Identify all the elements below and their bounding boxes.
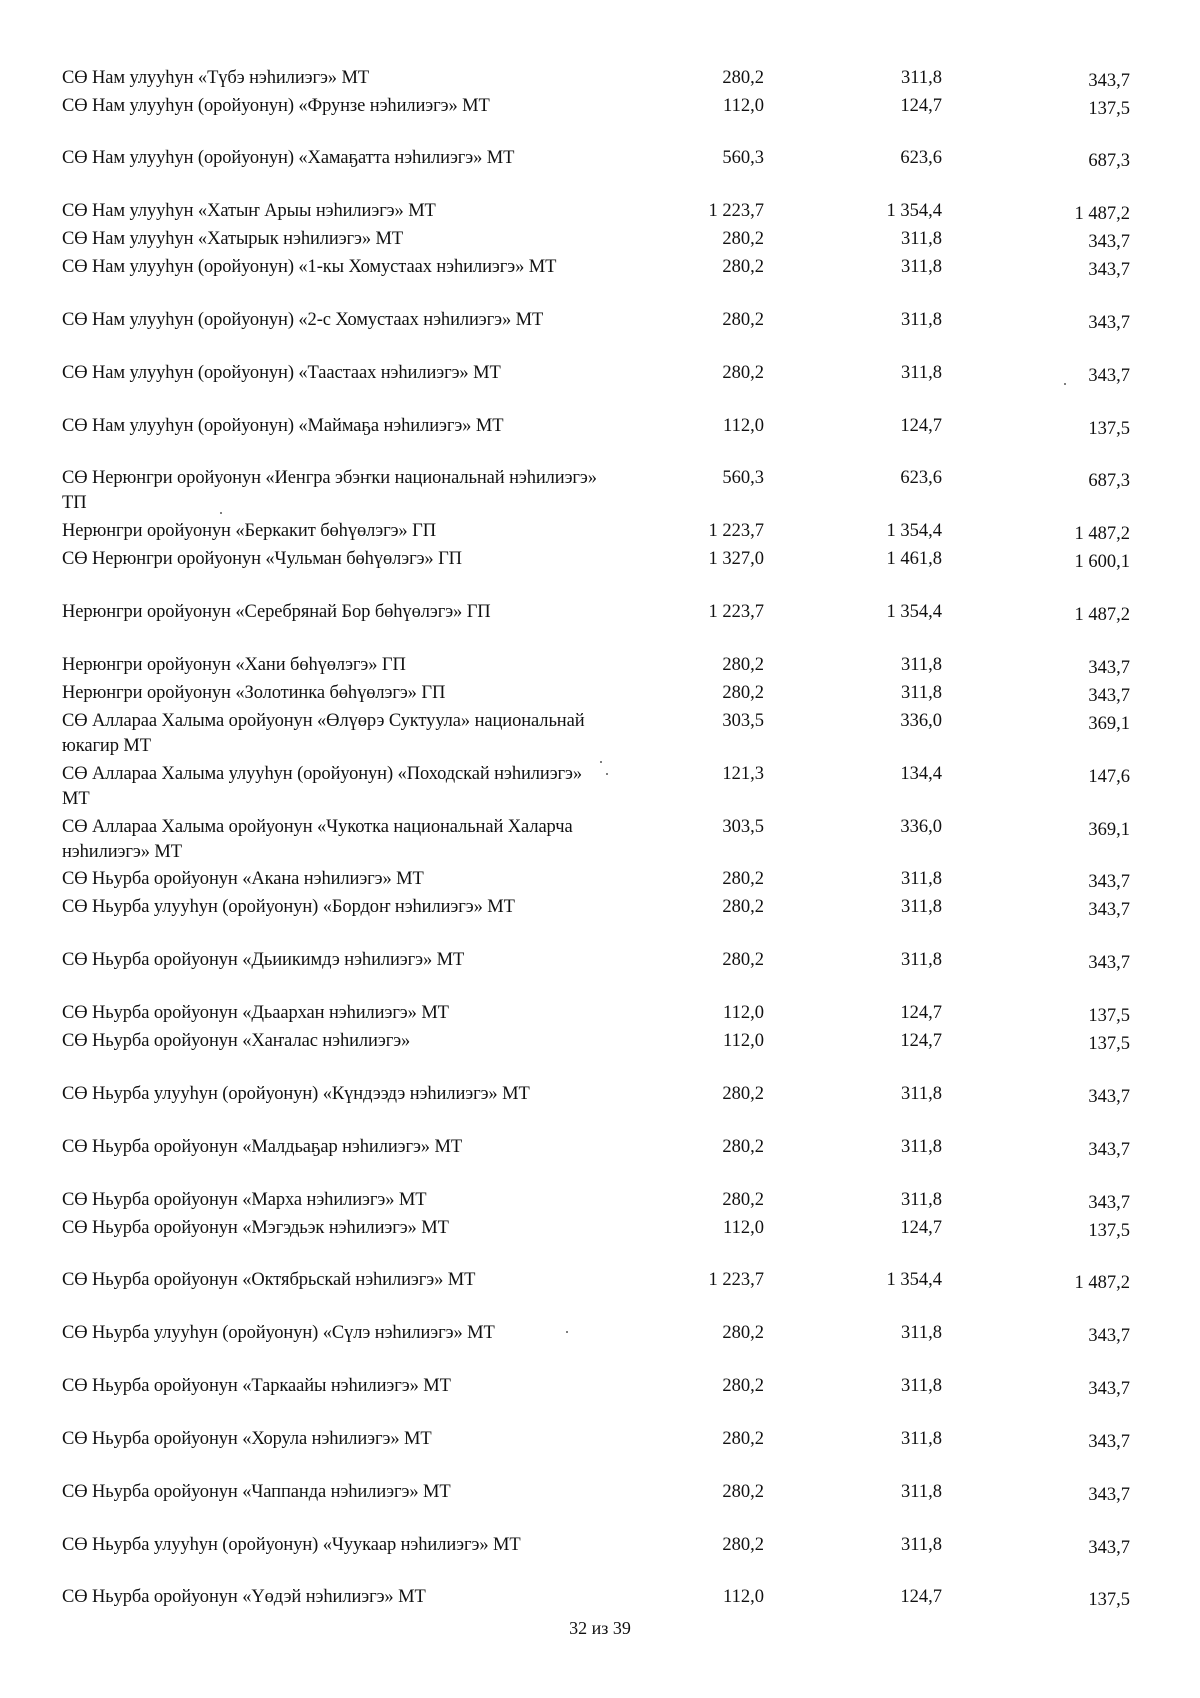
settlement-name: СӨ Аллараа Халыма оройуонун «Өлүөрэ Суктуула» национальнай юкагир МТ	[62, 711, 585, 756]
value-year-3-text: 137,5	[1088, 99, 1130, 119]
settlement-name: СӨ Ньурба улууһун (оройуонун) «Сүлэ нэһилиэгэ» МТ	[62, 1323, 495, 1343]
value-year-3-text: 343,7	[1088, 1193, 1130, 1213]
value-year-3	[1000, 1533, 1130, 1558]
settlement-name: СӨ Ньурба оройуонун «Акана нэһилиэгэ» МТ	[62, 869, 424, 889]
value-year-3-text: 343,7	[1088, 1538, 1130, 1558]
value-year-2: 311,8	[901, 1190, 942, 1210]
scan-speck	[606, 773, 608, 775]
value-year-2: 311,8	[901, 68, 942, 88]
value-year-2: 1 461,8	[886, 549, 942, 569]
value-year-3	[1000, 1585, 1130, 1610]
value-year-3	[1000, 1029, 1130, 1054]
value-year-3	[1000, 255, 1130, 280]
value-year-2: 124,7	[900, 1587, 942, 1607]
value-year-1: 280,2	[722, 655, 764, 675]
value-year-2: 311,8	[901, 683, 942, 703]
value-year-1: 280,2	[722, 1482, 764, 1502]
settlement-name: СӨ Ньурба оройуонун «Мэгэдьэк нэһилиэгэ» МТ	[62, 1218, 449, 1238]
value-year-3	[1000, 146, 1130, 171]
value-year-1: 280,2	[722, 310, 764, 330]
settlement-name: СӨ Ньурба улууһун (оройуонун) «Күндээдэ нэһилиэгэ» МТ	[62, 1084, 530, 1104]
value-year-3	[1000, 653, 1130, 678]
settlement-name: СӨ Ньурба оройуонун «Чаппанда нэһилиэгэ» МТ	[62, 1482, 451, 1502]
value-year-3-text: 343,7	[1088, 1326, 1130, 1346]
value-year-3-text: 1 487,2	[1074, 1273, 1130, 1293]
value-year-1: 280,2	[722, 229, 764, 249]
scan-speck	[600, 761, 602, 763]
value-year-2: 311,8	[901, 310, 942, 330]
settlement-name: СӨ Нам улууһун «Хатыҥ Арыы нэһилиэгэ» МТ	[62, 201, 436, 221]
value-year-2: 311,8	[901, 1429, 942, 1449]
settlement-name: СӨ Нам улууһун «Хатырык нэһилиэгэ» МТ	[62, 229, 404, 249]
value-year-3-text: 343,7	[1088, 313, 1130, 333]
settlement-name: Нерюнгри оройуонун «Серебрянай Бор бөһүөлэгэ» ГП	[62, 602, 491, 622]
value-year-3	[1000, 466, 1130, 491]
value-year-1: 280,2	[722, 1137, 764, 1157]
value-year-2: 1 354,4	[886, 201, 942, 221]
settlement-name: СӨ Нам улууһун (оройуонун) «Хамаҕатта нэһилиэгэ» МТ	[62, 148, 515, 168]
value-year-1: 280,2	[722, 1190, 764, 1210]
value-year-3	[1000, 227, 1130, 252]
settlement-name: СӨ Ньурба оройуонун «Таркаайы нэһилиэгэ» МТ	[62, 1376, 451, 1396]
value-year-3	[1000, 1427, 1130, 1452]
value-year-1: 280,2	[722, 257, 764, 277]
value-year-1: 112,0	[723, 1003, 764, 1023]
settlement-name: СӨ Ньурба оройуонун «Дьаархан нэһилиэгэ» МТ	[62, 1003, 449, 1023]
value-year-2: 124,7	[900, 1031, 942, 1051]
settlement-name: СӨ Ньурба оройуонун «Хорула нэһилиэгэ» МТ	[62, 1429, 432, 1449]
value-year-3	[1000, 1082, 1130, 1107]
settlement-name: СӨ Нерюнгри оройуонун «Чульман бөһүөлэгэ» ГП	[62, 549, 462, 569]
value-year-1: 112,0	[723, 1218, 764, 1238]
value-year-1: 280,2	[722, 950, 764, 970]
settlement-name: СӨ Ньурба оройуонун «Марха нэһилиэгэ» МТ	[62, 1190, 427, 1210]
value-year-1: 1 223,7	[708, 602, 764, 622]
value-year-3	[1000, 308, 1130, 333]
value-year-1: 280,2	[722, 683, 764, 703]
value-year-3-text: 343,7	[1088, 953, 1130, 973]
value-year-2: 124,7	[900, 1218, 942, 1238]
settlement-name: СӨ Ньурба оройуонун «Хаҥалас нэһилиэгэ»	[62, 1031, 411, 1051]
value-year-1: 560,3	[722, 148, 764, 168]
value-year-2: 311,8	[901, 1376, 942, 1396]
value-year-3	[1000, 1268, 1130, 1293]
value-year-2: 311,8	[901, 869, 942, 889]
value-year-3-text: 1 487,2	[1074, 524, 1130, 544]
value-year-3-text: 147,6	[1088, 767, 1130, 787]
value-year-3	[1000, 414, 1130, 439]
value-year-3	[1000, 600, 1130, 625]
settlement-name: СӨ Нам улууһун (оройуонун) «1-кы Хомустаах нэһилиэгэ» МТ	[62, 257, 557, 277]
value-year-3	[1000, 199, 1130, 224]
value-year-1: 112,0	[723, 416, 764, 436]
value-year-2: 124,7	[900, 1003, 942, 1023]
value-year-3	[1000, 1188, 1130, 1213]
settlement-name: СӨ Ньурба оройуонун «Октябрьскай нэһилиэгэ» МТ	[62, 1270, 476, 1290]
settlement-name: СӨ Ньурба оройуонун «Үөдэй нэһилиэгэ» МТ	[62, 1587, 426, 1607]
value-year-3-text: 343,7	[1088, 686, 1130, 706]
value-year-3-text: 137,5	[1088, 1034, 1130, 1054]
value-year-2: 311,8	[901, 1084, 942, 1104]
value-year-3	[1000, 815, 1130, 840]
value-year-2: 311,8	[901, 1482, 942, 1502]
value-year-3-text: 343,7	[1088, 900, 1130, 920]
value-year-2: 1 354,4	[886, 602, 942, 622]
value-year-3	[1000, 948, 1130, 973]
value-year-3	[1000, 547, 1130, 572]
value-year-1: 280,2	[722, 1429, 764, 1449]
value-year-3-text: 137,5	[1088, 419, 1130, 439]
settlement-name: СӨ Нерюнгри оройуонун «Иенгра эбэҥки национальнай нэһилиэгэ» ТП	[62, 468, 597, 513]
value-year-2: 124,7	[900, 96, 942, 116]
value-year-3-text: 137,5	[1088, 1590, 1130, 1610]
value-year-3-text: 687,3	[1088, 471, 1130, 491]
value-year-3	[1000, 1480, 1130, 1505]
value-year-2: 311,8	[901, 897, 942, 917]
value-year-3-text: 369,1	[1088, 820, 1130, 840]
value-year-3-text: 1 487,2	[1074, 204, 1130, 224]
value-year-1: 112,0	[723, 96, 764, 116]
settlement-name: СӨ Ньурба улууһун (оройуонун) «Бордоҥ нэһилиэгэ» МТ	[62, 897, 515, 917]
value-year-1: 280,2	[722, 869, 764, 889]
value-year-3	[1000, 94, 1130, 119]
value-year-1: 1 223,7	[708, 1270, 764, 1290]
value-year-1: 280,2	[722, 1535, 764, 1555]
value-year-1: 303,5	[722, 817, 764, 837]
value-year-3	[1000, 519, 1130, 544]
value-year-2: 1 354,4	[886, 521, 942, 541]
page-number: 32 из 39	[569, 1618, 631, 1638]
settlement-name: Нерюнгри оройуонун «Золотинка бөһүөлэгэ» ГП	[62, 683, 446, 703]
value-year-3-text: 343,7	[1088, 1379, 1130, 1399]
settlement-name: СӨ Ньурба улууһун (оройуонун) «Чуукаар нэһилиэгэ» МТ	[62, 1535, 521, 1555]
value-year-2: 311,8	[901, 1137, 942, 1157]
value-year-3	[1000, 1135, 1130, 1160]
value-year-3-text: 343,7	[1088, 366, 1130, 386]
value-year-2: 623,6	[900, 468, 942, 488]
settlement-name: СӨ Нам улууһун (оройуонун) «Фрунзе нэһилиэгэ» МТ	[62, 96, 490, 116]
scan-speck	[566, 1331, 568, 1333]
value-year-2: 134,4	[900, 764, 942, 784]
settlement-name: Нерюнгри оройуонун «Беркакит бөһүөлэгэ» ГП	[62, 521, 436, 541]
scan-speck	[1064, 383, 1066, 385]
value-year-2: 623,6	[900, 148, 942, 168]
value-year-3	[1000, 1321, 1130, 1346]
value-year-3	[1000, 66, 1130, 91]
value-year-3	[1000, 709, 1130, 734]
value-year-2: 336,0	[900, 817, 942, 837]
value-year-2: 311,8	[901, 229, 942, 249]
value-year-1: 1 327,0	[708, 549, 764, 569]
value-year-2: 311,8	[901, 950, 942, 970]
value-year-3-text: 343,7	[1088, 1485, 1130, 1505]
value-year-2: 1 354,4	[886, 1270, 942, 1290]
value-year-2: 311,8	[901, 655, 942, 675]
value-year-2: 311,8	[901, 1535, 942, 1555]
value-year-1: 560,3	[722, 468, 764, 488]
value-year-3	[1000, 1216, 1130, 1241]
settlement-name: СӨ Аллараа Халыма оройуонун «Чукотка национальнай Халарча нэһилиэгэ» МТ	[62, 817, 573, 862]
value-year-1: 280,2	[722, 1323, 764, 1343]
value-year-3-text: 343,7	[1088, 232, 1130, 252]
value-year-3-text: 343,7	[1088, 1140, 1130, 1160]
value-year-3	[1000, 762, 1130, 787]
value-year-1: 303,5	[722, 711, 764, 731]
value-year-1: 280,2	[722, 1376, 764, 1396]
value-year-3	[1000, 895, 1130, 920]
value-year-1: 280,2	[722, 897, 764, 917]
value-year-3	[1000, 1001, 1130, 1026]
value-year-3-text: 137,5	[1088, 1221, 1130, 1241]
value-year-3	[1000, 1374, 1130, 1399]
settlement-name: СӨ Аллараа Халыма улууһун (оройуонун) «Походскай нэһилиэгэ» МТ	[62, 764, 583, 809]
value-year-1: 280,2	[722, 68, 764, 88]
value-year-3-text: 687,3	[1088, 151, 1130, 171]
value-year-3-text: 343,7	[1088, 872, 1130, 892]
value-year-3-text: 343,7	[1088, 1432, 1130, 1452]
value-year-2: 311,8	[901, 363, 942, 383]
settlement-name: СӨ Нам улууһун (оройуонун) «Таастаах нэһилиэгэ» МТ	[62, 363, 501, 383]
settlement-name: СӨ Нам улууһун «Түбэ нэһилиэгэ» МТ	[62, 68, 370, 88]
value-year-1: 280,2	[722, 1084, 764, 1104]
settlement-name: СӨ Нам улууһун (оройуонун) «2-с Хомустаах нэһилиэгэ» МТ	[62, 310, 544, 330]
value-year-1: 112,0	[723, 1031, 764, 1051]
value-year-3-text: 343,7	[1088, 1087, 1130, 1107]
value-year-3-text: 137,5	[1088, 1006, 1130, 1026]
value-year-1: 112,0	[723, 1587, 764, 1607]
value-year-3-text: 1 487,2	[1074, 605, 1130, 625]
value-year-3	[1000, 867, 1130, 892]
value-year-1: 1 223,7	[708, 201, 764, 221]
value-year-3-text: 343,7	[1088, 260, 1130, 280]
settlement-name: СӨ Ньурба оройуонун «Дьиикимдэ нэһилиэгэ» МТ	[62, 950, 465, 970]
scan-speck	[220, 512, 222, 514]
value-year-1: 1 223,7	[708, 521, 764, 541]
settlement-name: Нерюнгри оройуонун «Хани бөһүөлэгэ» ГП	[62, 655, 406, 675]
value-year-1: 121,3	[722, 764, 764, 784]
value-year-3-text: 369,1	[1088, 714, 1130, 734]
value-year-2: 124,7	[900, 416, 942, 436]
settlement-name: СӨ Ньурба оройуонун «Малдьаҕар нэһилиэгэ» МТ	[62, 1137, 463, 1157]
value-year-3	[1000, 681, 1130, 706]
value-year-2: 336,0	[900, 711, 942, 731]
settlement-name: СӨ Нам улууһун (оройуонун) «Маймаҕа нэһилиэгэ» МТ	[62, 416, 504, 436]
value-year-2: 311,8	[901, 257, 942, 277]
value-year-3-text: 343,7	[1088, 658, 1130, 678]
value-year-1: 280,2	[722, 363, 764, 383]
value-year-3-text: 343,7	[1088, 71, 1130, 91]
value-year-3-text: 1 600,1	[1074, 552, 1130, 572]
value-year-2: 311,8	[901, 1323, 942, 1343]
